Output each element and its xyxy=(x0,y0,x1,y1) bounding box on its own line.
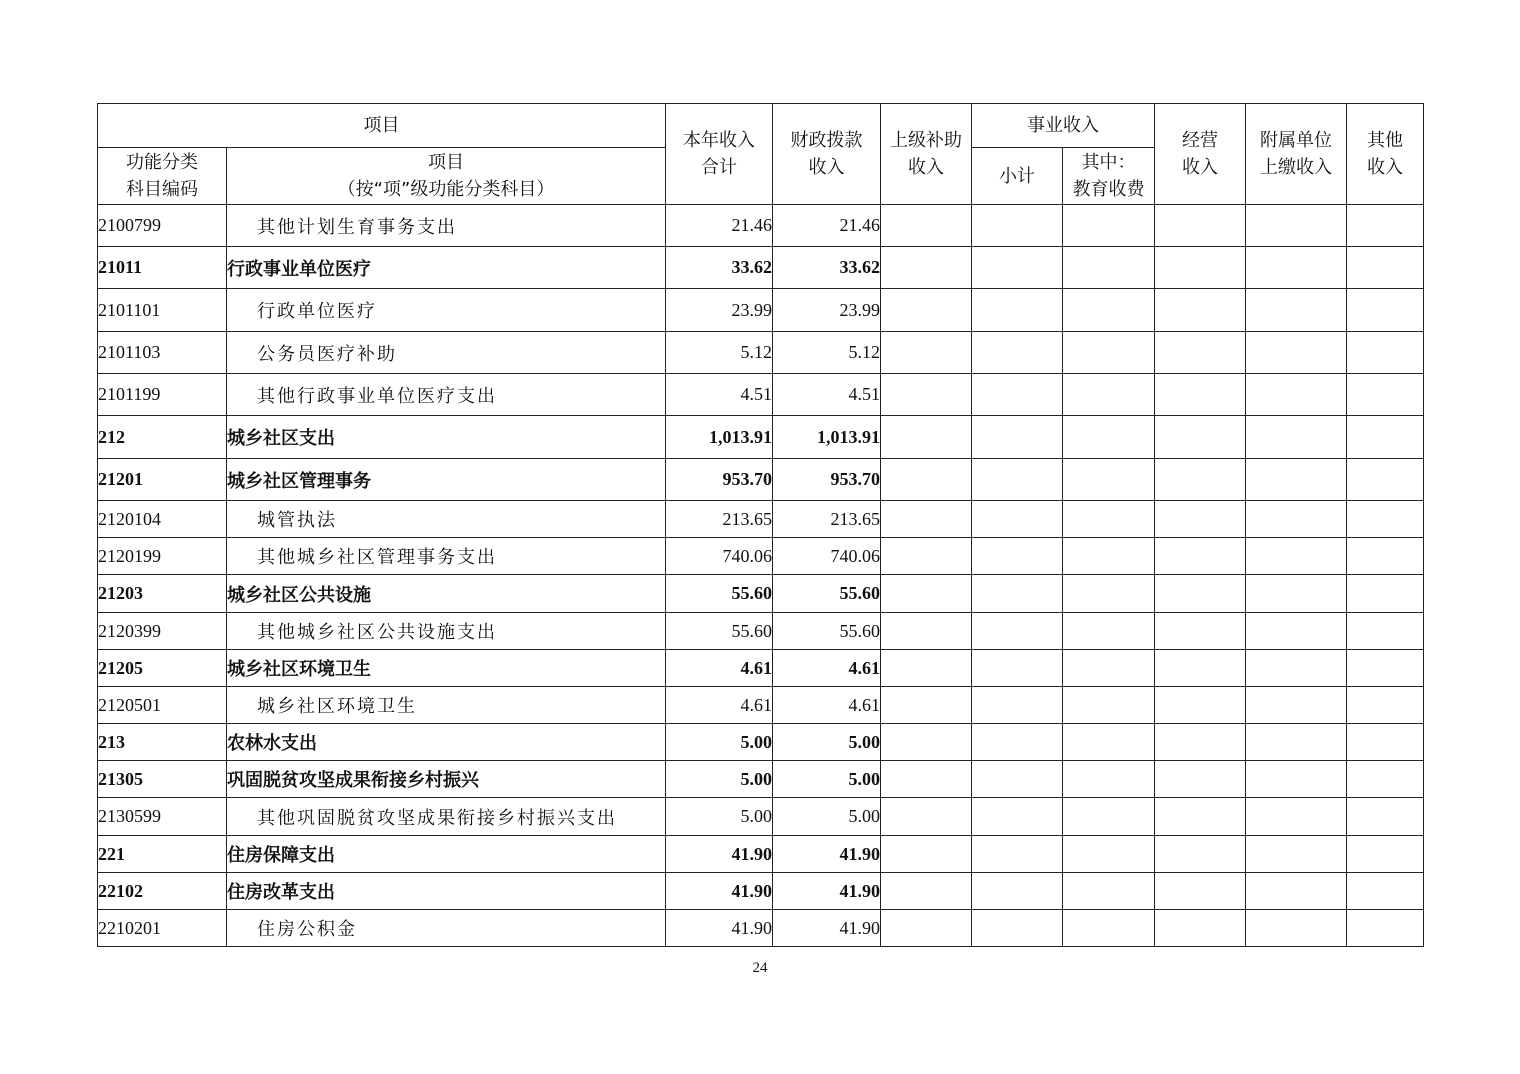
row-name: 其他城乡社区公共设施支出 xyxy=(227,613,666,650)
row-total: 41.90 xyxy=(666,910,773,947)
row-total: 5.00 xyxy=(666,724,773,761)
row-total: 5.12 xyxy=(666,332,773,374)
row-name: 行政事业单位医疗 xyxy=(227,247,666,289)
row-total: 5.00 xyxy=(666,798,773,836)
row-fiscal: 953.70 xyxy=(773,459,881,501)
row-total: 953.70 xyxy=(666,459,773,501)
table-row xyxy=(98,910,1424,947)
header-fiscal: 财政拨款 收入 xyxy=(773,104,881,205)
row-name: 城管执法 xyxy=(227,501,666,538)
row-code: 21201 xyxy=(98,459,227,501)
header-career-income: 事业收入 xyxy=(972,104,1155,148)
row-fiscal: 4.61 xyxy=(773,687,881,724)
row-code: 21011 xyxy=(98,247,227,289)
table-row xyxy=(98,459,1424,501)
row-name: 城乡社区环境卫生 xyxy=(227,687,666,724)
row-name: 城乡社区支出 xyxy=(227,416,666,459)
row-total: 5.00 xyxy=(666,761,773,798)
row-total: 21.46 xyxy=(666,205,773,247)
row-fiscal: 41.90 xyxy=(773,873,881,910)
row-code: 2130599 xyxy=(98,798,227,836)
row-name: 住房公积金 xyxy=(227,910,666,947)
row-fiscal: 5.00 xyxy=(773,761,881,798)
table-row xyxy=(98,761,1424,798)
row-fiscal: 5.00 xyxy=(773,798,881,836)
row-total: 41.90 xyxy=(666,873,773,910)
table-row xyxy=(98,836,1424,873)
table-row xyxy=(98,501,1424,538)
header-code: 功能分类 科目编码 xyxy=(98,148,227,205)
row-code: 2101103 xyxy=(98,332,227,374)
row-name: 巩固脱贫攻坚成果衔接乡村振兴 xyxy=(227,761,666,798)
row-code: 21305 xyxy=(98,761,227,798)
row-total: 740.06 xyxy=(666,538,773,575)
row-total: 23.99 xyxy=(666,289,773,332)
table-row xyxy=(98,416,1424,459)
row-fiscal: 1,013.91 xyxy=(773,416,881,459)
row-name: 其他计划生育事务支出 xyxy=(227,205,666,247)
row-name: 其他巩固脱贫攻坚成果衔接乡村振兴支出 xyxy=(227,798,666,836)
row-name: 城乡社区管理事务 xyxy=(227,459,666,501)
page-number: 24 xyxy=(752,960,768,976)
table-row xyxy=(98,687,1424,724)
row-code: 221 xyxy=(98,836,227,873)
row-total: 33.62 xyxy=(666,247,773,289)
row-fiscal: 740.06 xyxy=(773,538,881,575)
row-code: 2101199 xyxy=(98,374,227,416)
table-row xyxy=(98,247,1424,289)
row-name: 其他城乡社区管理事务支出 xyxy=(227,538,666,575)
row-code: 2120199 xyxy=(98,538,227,575)
row-name: 其他行政事业单位医疗支出 xyxy=(227,374,666,416)
table-row xyxy=(98,650,1424,687)
row-fiscal: 33.62 xyxy=(773,247,881,289)
row-fiscal: 4.51 xyxy=(773,374,881,416)
row-total: 213.65 xyxy=(666,501,773,538)
row-code: 212 xyxy=(98,416,227,459)
row-fiscal: 55.60 xyxy=(773,575,881,613)
row-total: 4.61 xyxy=(666,650,773,687)
row-name: 住房改革支出 xyxy=(227,873,666,910)
row-fiscal: 5.00 xyxy=(773,724,881,761)
row-code: 22102 xyxy=(98,873,227,910)
row-total: 55.60 xyxy=(666,613,773,650)
row-code: 2100799 xyxy=(98,205,227,247)
row-fiscal: 5.12 xyxy=(773,332,881,374)
header-superior-subsidy: 上级补助 收入 xyxy=(881,104,972,205)
row-code: 2120104 xyxy=(98,501,227,538)
row-total: 41.90 xyxy=(666,836,773,873)
row-fiscal: 4.61 xyxy=(773,650,881,687)
row-code: 2120399 xyxy=(98,613,227,650)
table-row xyxy=(98,724,1424,761)
header-career-subtotal: 小计 xyxy=(972,148,1063,205)
header-affiliated: 附属单位 上缴收入 xyxy=(1246,104,1347,205)
row-fiscal: 41.90 xyxy=(773,910,881,947)
row-code: 2210201 xyxy=(98,910,227,947)
row-name: 住房保障支出 xyxy=(227,836,666,873)
row-fiscal: 23.99 xyxy=(773,289,881,332)
row-fiscal: 213.65 xyxy=(773,501,881,538)
row-code: 2101101 xyxy=(98,289,227,332)
header-operating: 经营 收入 xyxy=(1155,104,1246,205)
table-row xyxy=(98,798,1424,836)
table-row xyxy=(98,613,1424,650)
table-row xyxy=(98,289,1424,332)
budget-table xyxy=(97,103,1424,947)
header-total-income: 本年收入 合计 xyxy=(666,104,773,205)
header-career-edu: 其中： 教育收费 xyxy=(1063,148,1155,205)
row-total: 1,013.91 xyxy=(666,416,773,459)
row-fiscal: 55.60 xyxy=(773,613,881,650)
row-code: 2120501 xyxy=(98,687,227,724)
row-name: 公务员医疗补助 xyxy=(227,332,666,374)
row-total: 4.51 xyxy=(666,374,773,416)
header-item: 项目 （按“项”级功能分类科目） xyxy=(227,148,666,205)
table-row xyxy=(98,873,1424,910)
header-other: 其他 收入 xyxy=(1347,104,1424,205)
table-row xyxy=(98,374,1424,416)
row-name: 城乡社区环境卫生 xyxy=(227,650,666,687)
row-name: 行政单位医疗 xyxy=(227,289,666,332)
row-code: 21203 xyxy=(98,575,227,613)
row-name: 城乡社区公共设施 xyxy=(227,575,666,613)
table-row xyxy=(98,538,1424,575)
row-name: 农林水支出 xyxy=(227,724,666,761)
table-row xyxy=(98,205,1424,247)
row-code: 213 xyxy=(98,724,227,761)
header-project: 项目 xyxy=(98,104,666,148)
row-fiscal: 21.46 xyxy=(773,205,881,247)
row-code: 21205 xyxy=(98,650,227,687)
row-total: 4.61 xyxy=(666,687,773,724)
row-fiscal: 41.90 xyxy=(773,836,881,873)
table-row xyxy=(98,332,1424,374)
table-row xyxy=(98,575,1424,613)
row-total: 55.60 xyxy=(666,575,773,613)
